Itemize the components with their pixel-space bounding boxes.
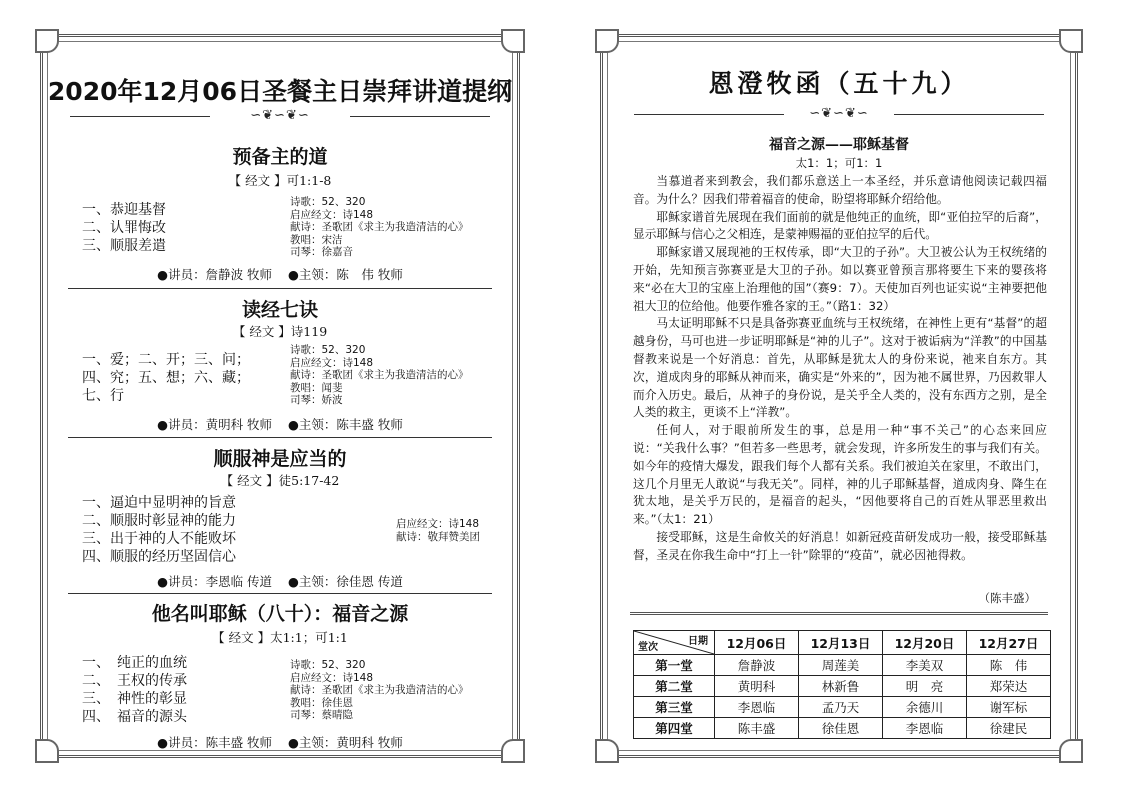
section-divider — [68, 593, 492, 594]
corner-ornament-icon — [1059, 29, 1083, 53]
section-title: 预备主的道 — [232, 146, 328, 168]
detail-line: 诗歌：52、320 — [290, 196, 366, 208]
speaker-line: ●讲员：李恩临 传道 ●主领：徐佳恩 传道 — [157, 574, 403, 589]
outline-points — [82, 494, 236, 566]
detail-line: 司琴：娇波 — [290, 394, 343, 406]
detail-line: 启应经文：诗148 — [290, 208, 374, 221]
date-header: 12月06日 — [715, 631, 799, 655]
divider — [70, 116, 210, 117]
detail-line: 献诗：圣歌团《求主为我造清洁的心》 — [290, 369, 469, 381]
outline-point: 二、 王权的传承 — [82, 673, 187, 689]
table-row — [634, 655, 1051, 676]
outline-point: 七、行 — [82, 388, 124, 404]
article-scripture-ref: 太1：1；可1：1 — [795, 156, 883, 170]
article-paragraph: 耶稣家谱又展现祂的王权传承，即“大卫的子孙”。大卫被公认为王权统绪的开始，先知预言弥赛亚是大卫的子孙。如以赛亚曾预言那将要生下来的婴孩将来“必在大卫的宝座上治理他的国”（赛9：7）。天使加百列也证实说“主神要把他祖大卫的位给他。他要作雅各家的王。”（路1：32） — [633, 245, 1047, 313]
section-title: 他名叫耶稣（八十）：福音之源 — [151, 603, 409, 625]
table-row — [634, 718, 1051, 739]
detail-line: 司琴：蔡晴隐 — [290, 709, 353, 721]
row-header-label: 堂次 — [638, 642, 658, 653]
left-panel — [40, 34, 520, 758]
detail-line: 教唱：闻斐 — [290, 381, 343, 394]
preacher-cell: 詹静波 — [715, 655, 799, 676]
preacher-cell: 陈丰盛 — [715, 718, 799, 739]
preacher-cell: 林新鲁 — [799, 676, 883, 697]
article-author: （陈丰盛） — [978, 591, 1036, 605]
outline-point: 四、究；五、想；六、藏； — [82, 370, 250, 386]
preacher-cell: 徐建民 — [967, 718, 1051, 739]
detail-line: 教唱：徐佳恩 — [290, 696, 353, 709]
detail-line: 献诗：敬拜赞美团 — [396, 530, 480, 543]
speaker-line: ●讲员：陈丰盛 牧师 ●主领：黄明科 牧师 — [157, 735, 403, 750]
preacher-cell: 李美双 — [883, 655, 967, 676]
outline-points — [82, 654, 187, 726]
speaker-line: ●讲员：黄明科 牧师 ●主领：陈丰盛 牧师 — [157, 417, 403, 432]
table-corner-cell — [634, 631, 715, 655]
corner-ornament-icon — [595, 29, 619, 53]
preaching-schedule-table — [633, 630, 1051, 739]
service-cell: 第四堂 — [634, 718, 715, 739]
column-header-label: 日期 — [688, 636, 708, 647]
divider — [894, 114, 1044, 115]
preacher-cell: 李恩临 — [883, 718, 967, 739]
outline-point: 三、顺服差遣 — [82, 238, 166, 254]
divider — [350, 116, 490, 117]
corner-ornament-icon — [35, 29, 59, 53]
preacher-cell: 余德川 — [883, 697, 967, 718]
preacher-cell: 谢军标 — [967, 697, 1051, 718]
outline-point: 一、恭迎基督 — [82, 202, 166, 218]
article-body — [633, 173, 1047, 565]
section-title: 顺服神是应当的 — [213, 448, 347, 470]
scripture-line: 【 经文 】太1:1；可1:1 — [212, 630, 348, 645]
outline-point: 四、 福音的源头 — [82, 709, 187, 725]
corner-ornament-icon — [595, 739, 619, 763]
table-row — [634, 676, 1051, 697]
detail-line: 司琴：徐嘉音 — [290, 246, 353, 258]
corner-ornament-icon — [501, 29, 525, 53]
detail-line: 启应经文：诗148 — [290, 671, 374, 684]
detail-line: 教唱：宋洁 — [290, 233, 343, 246]
preacher-cell: 徐佳恩 — [799, 718, 883, 739]
service-cell: 第三堂 — [634, 697, 715, 718]
table-row — [634, 697, 1051, 718]
section-title: 读经七诀 — [241, 299, 318, 321]
section-divider — [68, 437, 492, 438]
divider — [630, 612, 1048, 615]
detail-line: 启应经文：诗148 — [396, 518, 480, 530]
scripture-line: 【 经文 】诗119 — [232, 324, 328, 339]
service-details — [396, 518, 480, 543]
outline-point: 一、 纯正的血统 — [82, 655, 187, 671]
service-cell: 第二堂 — [634, 676, 715, 697]
article-paragraph: 接受耶稣，这是生命攸关的好消息！如新冠疫苗研发成功一般，接受耶稣基督，圣灵在你我生命中“打上一针”除罪的“疫苗”，就必因祂得救。 — [633, 529, 1047, 562]
date-header: 12月13日 — [799, 631, 883, 655]
divider — [634, 114, 784, 115]
scripture-line: 【 经文 】徒5:17-42 — [220, 473, 340, 488]
date-header: 12月20日 — [883, 631, 967, 655]
outline-point: 四、顺服的经历坚固信心 — [82, 549, 236, 565]
detail-line: 启应经文：诗148 — [290, 356, 374, 369]
outline-point: 三、出于神的人不能败坏 — [82, 531, 236, 547]
preacher-cell: 孟乃天 — [799, 697, 883, 718]
service-details — [290, 344, 469, 407]
service-details — [290, 659, 469, 722]
flourish-ornament-icon: ∽❦∽❦∽ — [809, 106, 869, 121]
article-paragraph: 任何人，对于眼前所发生的事，总是用一种“事不关己”的心态来回应说：“关我什么事？”但若多一些思考，就会发现，许多所发生的事与我们有关。如今年的疫情大爆发，跟我们每个人都有关系。我们被迫关在家里，不敢出门，这几个月里无人敢说“与我无关”。同样，神的儿子耶稣基督，道成肉身、降生在犹太地，是关乎万民的，是福音的起头，“因他要将自己的百姓从罪恶里救出来。”（太1：21） — [633, 423, 1047, 527]
table-header-row — [634, 631, 1051, 655]
detail-line: 献诗：圣歌团《求主为我造清洁的心》 — [290, 221, 469, 233]
article-paragraph: 耶稣家谱首先展现在我们面前的就是他纯正的血统，即“亚伯拉罕的后裔”，显示耶稣与信心之父相连，是蒙神赐福的亚伯拉罕的后代。 — [633, 209, 1047, 242]
preacher-cell: 李恩临 — [715, 697, 799, 718]
outline-points — [82, 201, 166, 255]
right-panel — [600, 34, 1078, 758]
flourish-ornament-icon: ∽❦∽❦∽ — [250, 108, 310, 123]
outline-point: 一、爱；二、开；三、问； — [82, 352, 250, 368]
article-paragraph: 当慕道者来到教会，我们都乐意送上一本圣经，并乐意请他阅读记载四福音。为什么？因我们带着福音的使命，盼望将耶稣介绍给他。 — [633, 174, 1047, 206]
service-details — [290, 196, 469, 259]
sermon-outline-title: 2020年12月06日圣餐主日崇拜讲道提纲 — [47, 77, 513, 106]
outline-point: 一、逼迫中显明神的旨意 — [82, 495, 236, 511]
outline-point: 三、 神性的彰显 — [82, 691, 187, 707]
preacher-cell: 陈 伟 — [967, 655, 1051, 676]
article-paragraph: 马太证明耶稣不只是具备弥赛亚血统与王权统绪，在神性上更有“基督”的超越身份，马可也进一步证明耶稣是“神的儿子”。这对于被诟病为“洋教”的中国基督教来说是一个好消息：首先，从耶稣是犹太人的身份来说，祂来自东方。其次，道成肉身的耶稣从神而来，确实是“外来的”，因为祂不属世界，乃因救罪人而介入历史。最后，从神子的身份说，是关乎全人类的，没有东西方之别，是全人类的救主，更谈不上“洋教”。 — [633, 316, 1047, 420]
detail-line: 诗歌：52、320 — [290, 659, 366, 671]
detail-line: 献诗：圣歌团《求主为我造清洁的心》 — [290, 684, 469, 696]
preacher-cell: 周莲美 — [799, 655, 883, 676]
article-title: 福音之源——耶稣基督 — [769, 137, 909, 153]
outline-points — [82, 351, 250, 405]
service-cell: 第一堂 — [634, 655, 715, 676]
outline-point: 二、顺服时彰显神的能力 — [82, 513, 236, 529]
scripture-line: 【 经文 】可1:1-8 — [228, 173, 332, 188]
preacher-cell: 明 亮 — [883, 676, 967, 697]
pastoral-letter-title: 恩澄牧函（五十九） — [708, 69, 970, 98]
corner-ornament-icon — [1059, 739, 1083, 763]
preacher-cell: 黄明科 — [715, 676, 799, 697]
outline-point: 二、认罪悔改 — [82, 220, 166, 236]
date-header: 12月27日 — [967, 631, 1051, 655]
section-divider — [68, 288, 492, 289]
preacher-cell: 郑荣达 — [967, 676, 1051, 697]
detail-line: 诗歌：52、320 — [290, 344, 366, 356]
speaker-line: ●讲员：詹静波 牧师 ●主领：陈 伟 牧师 — [157, 267, 403, 282]
